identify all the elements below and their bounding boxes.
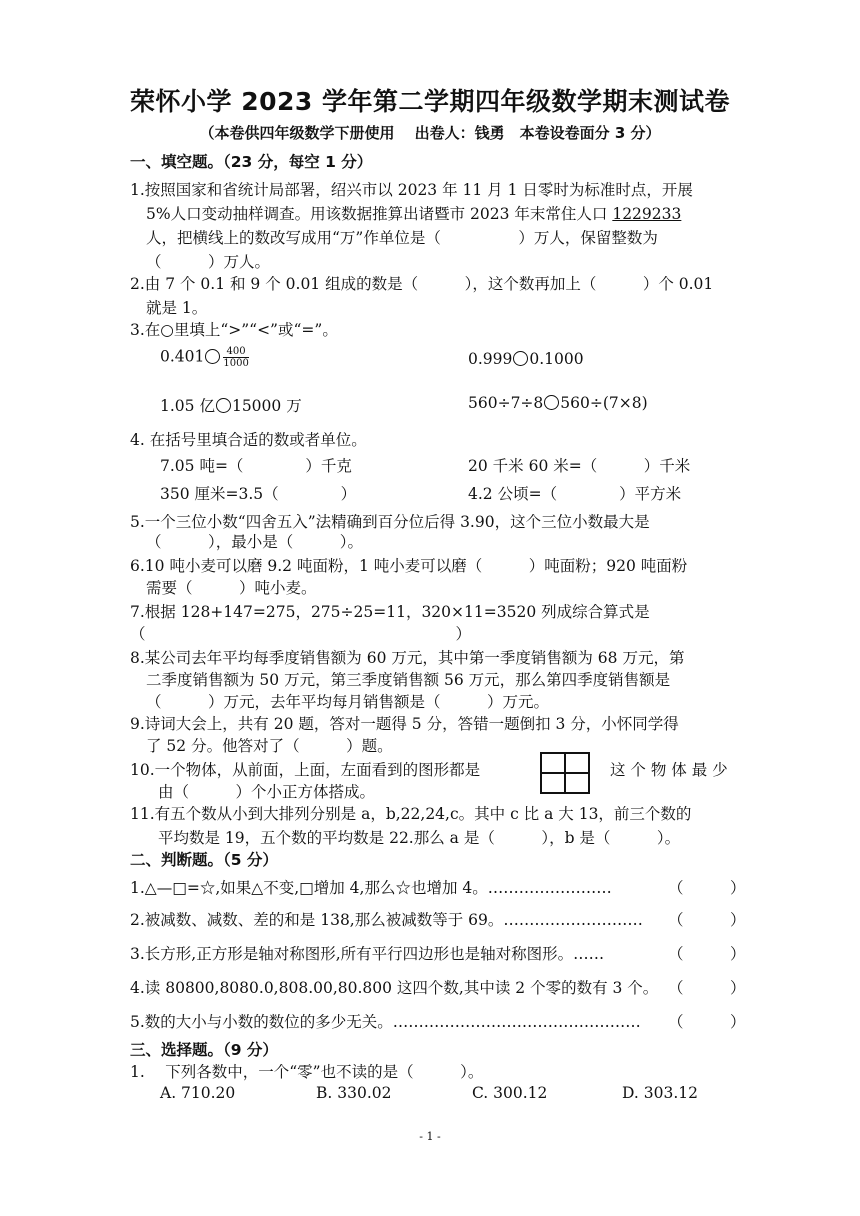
q2-line-2: 就是 1。 xyxy=(146,299,208,317)
judge-answer-3[interactable]: （ ） xyxy=(668,945,746,963)
q10-line-1-tail: 这 个 物 体 最 少 xyxy=(610,761,728,779)
page-number: - 1 - xyxy=(419,1130,441,1143)
compare-circle[interactable] xyxy=(544,395,559,410)
q3-item-c xyxy=(160,394,302,416)
q4-item-b: 20 千米 60 米=（ ）千米 xyxy=(468,457,691,475)
q3-a-left: 0.401 xyxy=(160,347,205,366)
q3-b-right: 0.1000 xyxy=(529,350,584,368)
q2-line-1: 2.由 7 个 0.1 和 9 个 0.01 组成的数是（ ），这个数再加上（ ）个 0.01 xyxy=(130,275,714,293)
q5-line-2: （ ），最小是（ ）。 xyxy=(146,533,364,551)
q4-item-d: 4.2 公顷=（ ）平方米 xyxy=(468,485,682,503)
q3-d-left: 560÷7÷8 xyxy=(468,394,544,412)
choice-option-a[interactable]: A. 710.20 xyxy=(160,1084,236,1102)
q4-line-1: 4. 在括号里填合适的数或者单位。 xyxy=(130,431,367,449)
section-judge: 二、判断题。（5 分） xyxy=(130,851,278,869)
q11-line-1: 11.有五个数从小到大排列分别是 a，b,22,24,c。其中 c 比 a 大 13，前三个数的 xyxy=(130,805,692,823)
q3-b-left: 0.999 xyxy=(468,350,513,368)
q1-line-1: 1.按照国家和省统计局部署，绍兴市以 2023 年 11 月 1 日零时为标准时点，开展 xyxy=(130,181,693,199)
q8-line-3: （ ）万元，去年平均每月销售额是（ ）万元。 xyxy=(146,693,550,711)
section-fill-blank: 一、填空题。（23 分，每空 1 分） xyxy=(130,153,373,171)
q3-c-right: 15000 万 xyxy=(231,397,302,415)
q10-line-1: 10.一个物体，从前面，上面，左面看到的图形都是 xyxy=(130,761,481,779)
fraction-numerator: 400 xyxy=(223,346,248,358)
q5-line-1: 5.一个三位小数“四舍五入”法精确到百分位后得 3.90，这个三位小数最大是 xyxy=(130,513,650,531)
choice-option-b[interactable]: B. 330.02 xyxy=(316,1084,392,1102)
judge-item-3: 3.长方形,正方形是轴对称图形,所有平行四边形也是轴对称图形。…… xyxy=(130,945,605,963)
q4-item-c: 350 厘米=3.5（ ） xyxy=(160,485,357,503)
q4-item-a: 7.05 吨=（ ）千克 xyxy=(160,457,352,475)
compare-circle[interactable] xyxy=(513,351,528,366)
q1-line-3: 人，把横线上的数改写成用“万”作单位是（ ）万人，保留整数为 xyxy=(146,229,658,247)
q3-item-a xyxy=(160,346,249,369)
section-choice: 三、选择题。（9 分） xyxy=(130,1041,278,1059)
q1-line-4: （ ）万人。 xyxy=(146,253,271,271)
judge-item-1: 1.△—□=☆,如果△不变,□增加 4,那么☆也增加 4。…………………… xyxy=(130,879,612,897)
choice-option-d[interactable]: D. 303.12 xyxy=(622,1084,698,1102)
q1-line-2 xyxy=(146,202,681,224)
judge-answer-1[interactable]: （ ） xyxy=(668,879,746,897)
judge-item-4: 4.读 80800,8080.0,808.00,80.800 这四个数,其中读 2 个零的数有 3 个。 xyxy=(130,979,659,997)
q8-line-2: 二季度销售额为 50 万元，第三季度销售额 56 万元，那么第四季度销售额是 xyxy=(146,671,671,689)
q1-line-2-text: 5%人口变动抽样调查。用该数据推算出诸暨市 2023 年末常住人口 xyxy=(146,205,613,223)
q3-item-d xyxy=(468,394,648,412)
q9-line-1: 9.诗词大会上，共有 20 题，答对一题得 5 分，答错一题倒扣 3 分，小怀同学得 xyxy=(130,715,679,733)
compare-circle[interactable] xyxy=(205,349,220,364)
q3-d-right: 560÷(7×8) xyxy=(560,394,648,412)
judge-item-2: 2.被减数、减数、差的和是 138,那么被减数等于 69。……………………… xyxy=(130,911,643,929)
choice-option-c[interactable]: C. 300.12 xyxy=(472,1084,548,1102)
q3-a-fraction xyxy=(223,346,248,369)
q3-c-left: 1.05 亿 xyxy=(160,397,215,415)
page-subtitle: （本卷供四年级数学下册使用 出卷人：钱勇 本卷设卷面分 3 分） xyxy=(199,124,661,142)
q8-line-1: 8.某公司去年平均每季度销售额为 60 万元，其中第一季度销售额为 68 万元，第 xyxy=(130,649,685,667)
view-grid-figure xyxy=(540,752,590,794)
judge-answer-4[interactable]: （ ） xyxy=(668,979,746,997)
q6-line-1: 6.10 吨小麦可以磨 9.2 吨面粉，1 吨小麦可以磨（ ）吨面粉；920 吨面粉 xyxy=(130,557,688,575)
page-title: 荣怀小学 2023 学年第二学期四年级数学期末测试卷 xyxy=(130,87,730,116)
q11-line-2: 平均数是 19，五个数的平均数是 22.那么 a 是（ ），b 是（ ）。 xyxy=(158,829,681,847)
judge-answer-2[interactable]: （ ） xyxy=(668,911,746,929)
choice-q1: 1. 下列各数中，一个“零”也不读的是（ ）。 xyxy=(130,1063,484,1081)
q3-item-b xyxy=(468,350,584,368)
judge-answer-5[interactable]: （ ） xyxy=(668,1013,746,1031)
q1-underlined-number: 1229233 xyxy=(612,205,682,223)
q7-line-2: （ ） xyxy=(130,625,472,643)
compare-circle[interactable] xyxy=(216,398,231,413)
q10-line-2: 由（ ）个小正方体搭成。 xyxy=(158,783,376,801)
q3-line-1: 3.在○里填上“>”“<”或“=”。 xyxy=(130,321,338,339)
q7-line-1: 7.根据 128+147=275，275÷25=11，320×11=3520 列成综合算式是 xyxy=(130,603,650,621)
q6-line-2: 需要（ ）吨小麦。 xyxy=(146,579,317,597)
judge-item-5: 5.数的大小与小数的数位的多少无关。………………………………………… xyxy=(130,1013,641,1031)
fraction-denominator: 1000 xyxy=(223,358,249,369)
q9-line-2: 了 52 分。他答对了（ ）题。 xyxy=(146,737,393,755)
